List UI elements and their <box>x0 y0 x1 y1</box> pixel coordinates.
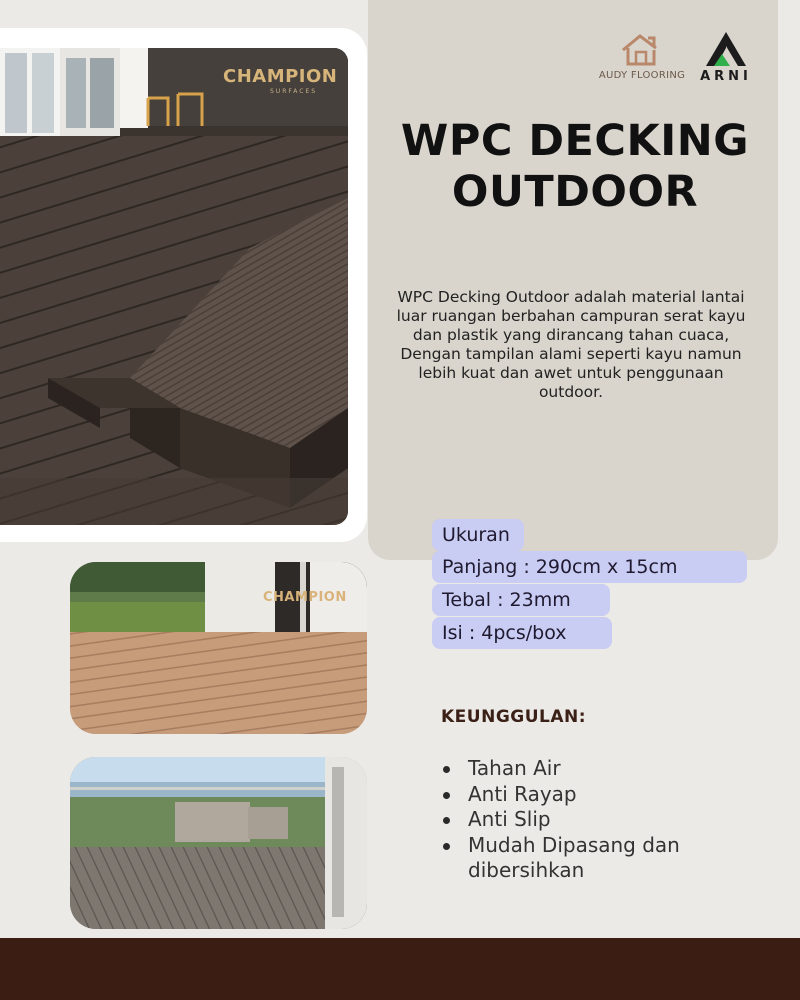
garden-deck-photo <box>70 562 367 734</box>
champion-sign-subtext: SURFACES <box>270 88 318 95</box>
bullet-dot-icon <box>443 843 450 850</box>
title-line-2: OUTDOOR <box>451 167 699 217</box>
benefits-title: KEUNGGULAN: <box>441 707 587 727</box>
footer-bar <box>0 938 800 1000</box>
champion-sign-text-small: CHAMPION <box>263 590 347 605</box>
spec-tebal: Tebal : 23mm <box>432 584 610 616</box>
benefit-label: Anti Rayap <box>468 781 577 806</box>
bullet-dot-icon <box>443 766 450 773</box>
page-title <box>380 116 770 218</box>
arni-logo <box>695 30 757 88</box>
champion-sign-text: CHAMPION <box>223 66 338 87</box>
product-description: WPC Decking Outdoor adalah material lantai luar ruangan berbahan campuran serat kayu dan plastik yang dirancang tahan cuaca, Dengan tampilan alami seperti kayu namun lebih kuat dan awet untuk penggunaan outdoor. <box>396 288 746 401</box>
audy-flooring-text: AUDY FLOORING <box>598 70 686 81</box>
house-outline-icon <box>620 32 664 68</box>
benefit-item <box>441 782 761 808</box>
benefit-label: Anti Slip <box>468 807 551 831</box>
hero-decking-photo <box>0 48 348 525</box>
audy-flooring-logo <box>594 32 690 90</box>
title-line-1: WPC DECKING <box>400 116 750 166</box>
arni-logo-text: ARNI <box>700 69 752 84</box>
benefit-item <box>441 833 761 884</box>
benefit-item <box>441 807 761 833</box>
bullet-dot-icon <box>443 817 450 824</box>
mountain-triangle-icon <box>700 30 752 68</box>
bullet-dot-icon <box>443 792 450 799</box>
benefits-list <box>441 756 761 884</box>
balcony-deck-photo <box>70 757 367 929</box>
spec-panjang: Panjang : 290cm x 15cm <box>432 551 747 583</box>
spec-heading: Ukuran <box>432 519 524 551</box>
benefit-label: Tahan Air <box>468 756 561 780</box>
benefit-item <box>441 756 761 782</box>
benefit-label: Mudah Dipasang dan dibersihkan <box>468 832 680 882</box>
spec-isi: Isi : 4pcs/box <box>432 617 612 649</box>
